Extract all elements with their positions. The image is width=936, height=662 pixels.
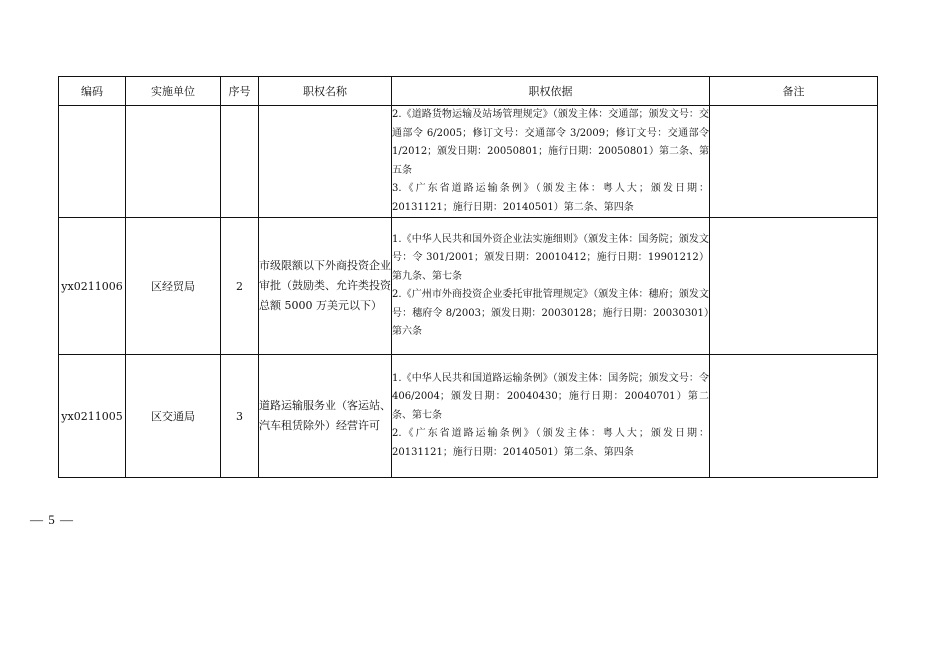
table-row <box>59 355 878 478</box>
basis-item: 1.《中华人民共和国道路运输条例》（颁发主体：国务院；颁发文号：令 406/2004；颁发日期：20040430；施行日期：20040701）第二条、第七条 <box>392 372 709 421</box>
basis-item: 2.《道路货物运输及站场管理规定》（颁发主体：交通部；颁发文号：交通部令 6/2005；修订文号：交通部令 3/2009；修订文号：交通部令 1/2012；颁发日期：20050801；施行日期：20050801）第二条、第五条 <box>392 109 709 176</box>
cell-seq: 3 <box>221 355 259 478</box>
page-number: — 5 — <box>30 512 74 527</box>
authority-table <box>58 76 878 478</box>
header-name: 职权名称 <box>259 77 392 106</box>
cell-basis <box>392 218 710 355</box>
header-unit: 实施单位 <box>126 77 221 106</box>
cell-code: yx0211006 <box>59 218 126 355</box>
cell-name: 道路运输服务业（客运站、汽车租赁除外）经营许可 <box>259 355 392 478</box>
basis-item: 2.《广东省道路运输条例》（颁发主体：粤人大；颁发日期：20131121；施行日期：20140501）第二条、第四条 <box>392 428 709 458</box>
cell-unit: 区交通局 <box>126 355 221 478</box>
header-code: 编码 <box>59 77 126 106</box>
header-seq: 序号 <box>221 77 259 106</box>
table-row <box>59 218 878 355</box>
cell-name <box>259 106 392 218</box>
basis-item: 2.《广州市外商投资企业委托审批管理规定》（颁发主体：穗府；颁发文号：穗府令 8/2003；颁发日期：20030128；施行日期：20030301）第六条 <box>392 289 709 337</box>
cell-unit: 区经贸局 <box>126 218 221 355</box>
cell-basis <box>392 106 710 218</box>
table-body <box>59 106 878 478</box>
cell-remarks <box>710 106 878 218</box>
basis-item: 3.《广东省道路运输条例》（颁发主体：粤人大；颁发日期：20131121；施行日期：20140501）第二条、第四条 <box>392 183 709 213</box>
table-row <box>59 106 878 218</box>
cell-basis <box>392 355 710 478</box>
cell-seq <box>221 106 259 218</box>
cell-code: yx0211005 <box>59 355 126 478</box>
header-remarks: 备注 <box>710 77 878 106</box>
cell-remarks <box>710 355 878 478</box>
cell-unit <box>126 106 221 218</box>
basis-item: 1.《中华人民共和国外资企业法实施细则》（颁发主体：国务院；颁发文号：令 301/2001；颁发日期：20010412；施行日期：19901212）第九条、第七条 <box>392 233 709 282</box>
table-header <box>59 77 878 106</box>
header-basis: 职权依据 <box>392 77 710 106</box>
cell-seq: 2 <box>221 218 259 355</box>
cell-remarks <box>710 218 878 355</box>
header-row <box>59 77 878 106</box>
cell-code <box>59 106 126 218</box>
cell-name: 市级限额以下外商投资企业审批（鼓励类、允许类投资总额 5000 万美元以下） <box>259 218 392 355</box>
